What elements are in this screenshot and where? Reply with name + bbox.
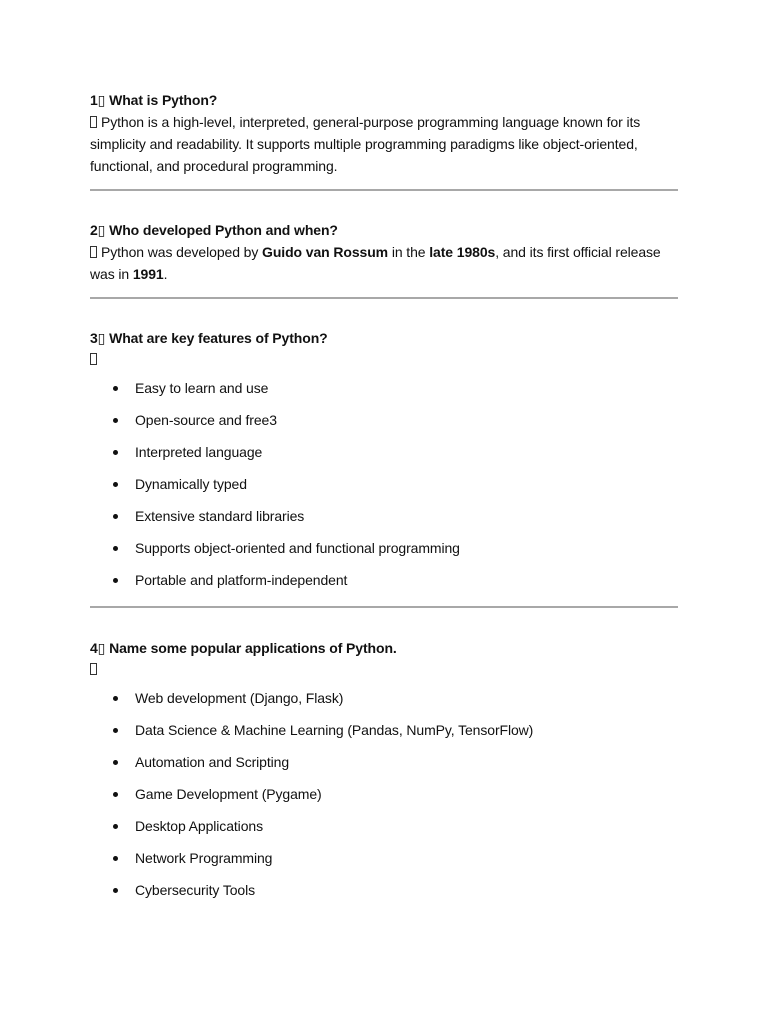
list-item: Desktop Applications	[90, 817, 678, 835]
list-item: Supports object-oriented and functional programming	[90, 539, 678, 557]
list-item: Easy to learn and use	[90, 379, 678, 397]
section-divider	[90, 606, 678, 608]
list-item: Dynamically typed	[90, 475, 678, 493]
answer-bold-year: 1991	[132, 266, 164, 282]
question-3-section	[90, 328, 678, 603]
answer-text: in the	[388, 244, 430, 260]
answer-bold-period: late 1980s	[429, 244, 496, 260]
question-2-section	[90, 220, 678, 285]
question-2-answer	[90, 241, 678, 285]
missing-glyph-icon	[90, 663, 97, 675]
list-item: Network Programming	[90, 849, 678, 867]
features-list	[90, 379, 678, 589]
question-4-title: 4▯ Name some popular applications of Python.	[90, 640, 397, 656]
answer-text: Python was developed by	[101, 244, 263, 260]
list-item: Game Development (Pygame)	[90, 785, 678, 803]
list-item: Automation and Scripting	[90, 753, 678, 771]
answer-bold-name: Guido van Rossum	[262, 244, 389, 260]
list-item: Cybersecurity Tools	[90, 881, 678, 899]
list-item: Portable and platform-independent	[90, 571, 678, 589]
list-item: Interpreted language	[90, 443, 678, 461]
question-2-title: 2▯ Who developed Python and when?	[90, 222, 338, 238]
list-item: Open-source and free3	[90, 411, 678, 429]
missing-glyph-icon	[90, 116, 97, 128]
question-1-title: 1▯ What is Python?	[90, 92, 218, 108]
question-1-section	[90, 90, 678, 177]
missing-glyph-icon	[90, 246, 97, 258]
section-divider	[90, 297, 678, 299]
question-1-answer	[90, 111, 678, 177]
question-4-section	[90, 638, 678, 913]
applications-list	[90, 689, 678, 899]
list-item: Web development (Django, Flask)	[90, 689, 678, 707]
list-item: Data Science & Machine Learning (Pandas, NumPy, TensorFlow)	[90, 721, 678, 739]
list-item: Extensive standard libraries	[90, 507, 678, 525]
answer-text: , and its first official release was in	[90, 244, 661, 282]
missing-glyph-icon	[90, 353, 97, 365]
answer-text: .	[163, 266, 168, 282]
section-divider	[90, 189, 678, 191]
question-3-title: 3▯ What are key features of Python?	[90, 330, 328, 346]
question-1-answer-text: Python is a high-level, interpreted, general-purpose programming language known for its simplicity and readability. It supports multiple programming paradigms like object-oriented, functional, and procedural programming.	[90, 114, 641, 174]
